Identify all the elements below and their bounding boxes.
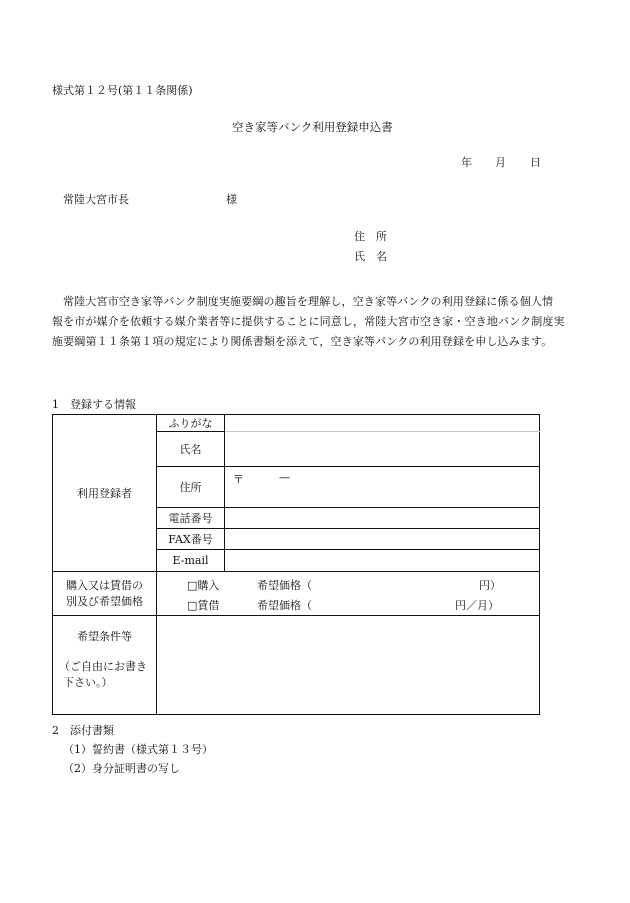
name-field[interactable]: [225, 432, 540, 467]
form-title: 空き家等バンク利用登録申込書: [232, 120, 393, 134]
section2-heading: 2 添付書類: [52, 724, 114, 737]
conditions-note-line: 下さい。）: [63, 676, 113, 689]
form-number: 様式第１２号(第１１条関係): [52, 84, 193, 97]
table-row: [53, 616, 540, 715]
address-field[interactable]: [225, 467, 540, 508]
rent-checkbox[interactable]: □賃借: [187, 598, 220, 612]
furigana-label: ふりがな: [168, 417, 213, 430]
phone-label-cell: [157, 508, 225, 529]
address-label-cell: [157, 467, 225, 508]
address-label: 住所: [179, 481, 202, 494]
addressee-mayor: 常陸大宮市長: [63, 193, 129, 206]
phone-field[interactable]: [225, 508, 540, 529]
user-label: 利用登録者: [77, 487, 132, 500]
conditions-field[interactable]: [157, 616, 540, 715]
date-day-label: 日: [530, 156, 541, 169]
postal-mark-icon: 〒: [233, 473, 244, 486]
purchase-checkbox[interactable]: □購入: [187, 578, 220, 592]
rent-unit: 円／月）: [455, 598, 499, 612]
fax-label-cell: [157, 529, 225, 550]
purchase-label-line: 購入又は賃借の: [66, 578, 143, 592]
attachment-item: （1）誓約書（様式第１３号）: [63, 743, 213, 756]
addressee-honorific: 様: [226, 193, 237, 206]
email-label-cell: [157, 550, 225, 572]
attachment-item: （2）身分証明書の写し: [63, 762, 180, 775]
conditions-note-line: （ご自由にお書き: [59, 660, 147, 673]
intro-line: 施要綱第１１条第１項の規定により関係書類を添えて，空き家等バンクの利用登録を申し込みます。: [52, 335, 553, 348]
email-label: E-mail: [172, 554, 209, 567]
desired-price-label: 希望価格（: [257, 578, 312, 592]
intro-paragraph: [52, 292, 565, 352]
desired-price-label: 希望価格（: [257, 598, 312, 612]
furigana-field[interactable]: [225, 415, 540, 432]
fax-field[interactable]: [225, 529, 540, 550]
email-field[interactable]: [225, 550, 540, 572]
purchase-unit: 円）: [479, 578, 501, 592]
rent-price-line: [157, 594, 539, 614]
name-label: 氏名: [179, 443, 202, 456]
user-label-cell: [53, 415, 157, 572]
date-year-label: 年: [461, 156, 472, 169]
conditions-label-cell: [53, 616, 157, 715]
applicant-address-label: 住 所: [354, 230, 387, 243]
name-label-cell: [157, 432, 225, 467]
intro-line: 常陸大宮市空き家等バンク制度実施要綱の趣旨を理解し，空き家等バンクの利用登録に係る個人情: [63, 295, 554, 308]
phone-label: 電話番号: [168, 512, 213, 525]
postal-dash: —: [279, 471, 290, 484]
date-month-label: 月: [495, 156, 506, 169]
table-row: [53, 572, 540, 616]
fax-label: FAX番号: [168, 533, 213, 546]
intro-line: 報を市が媒介を依頼する媒介業者等に提供することに同意し，常陸大宮市空き家・空き地バンク制度実: [52, 315, 565, 328]
table-row: [53, 415, 540, 432]
applicant-name-label: 氏 名: [354, 250, 387, 263]
purchase-label-cell: [53, 572, 157, 616]
purchase-price-line: [157, 574, 539, 594]
section1-heading: 1 登録する情報: [52, 398, 136, 411]
price-cell: [157, 572, 540, 616]
purchase-label-line: 別及び希望価格: [66, 594, 143, 608]
registration-table: [52, 414, 540, 715]
furigana-label-cell: [157, 415, 225, 432]
conditions-label: 希望条件等: [77, 630, 132, 643]
